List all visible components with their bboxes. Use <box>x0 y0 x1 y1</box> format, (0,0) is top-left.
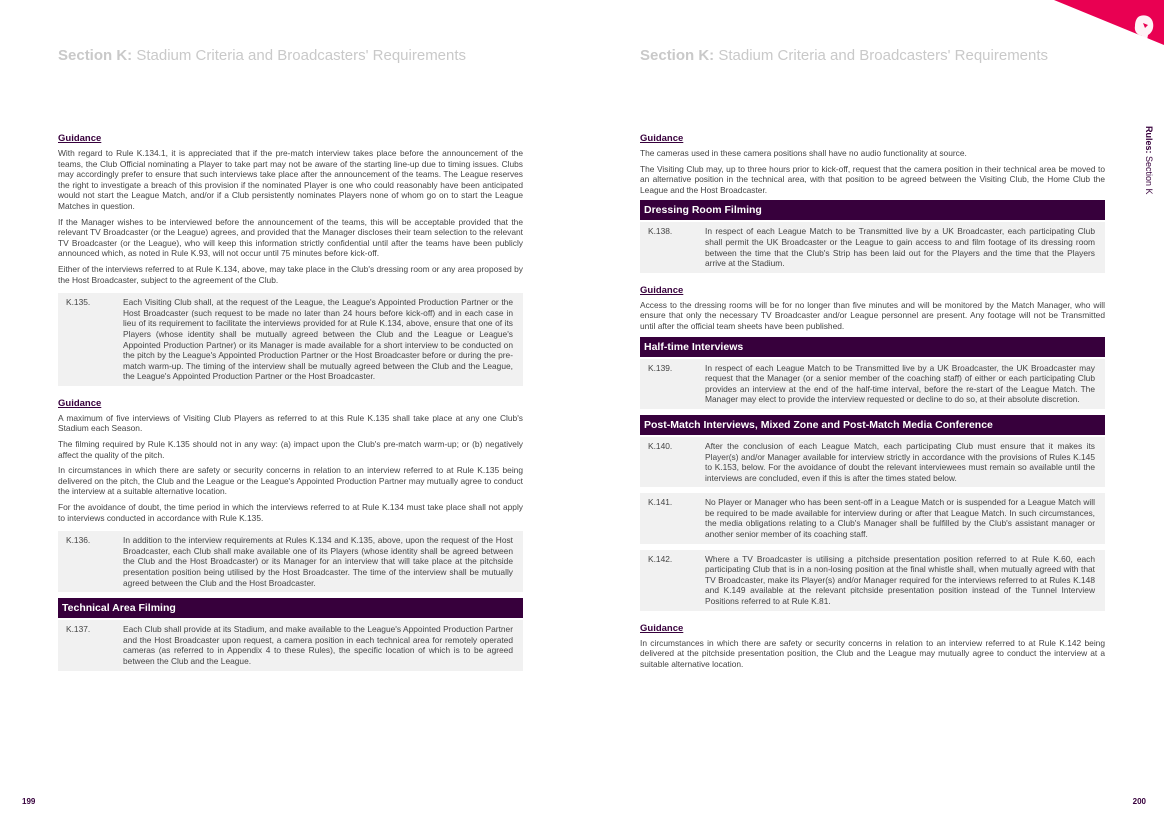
rule-k137 <box>58 620 523 670</box>
paragraph: In circumstances in which there are safety or security concerns in relation to an interview referred to at Rule K.142 being delivered at the pitchside presentation position, the Club and the League may mutually agree to conduct the interview at a suitable alternative location. <box>640 637 1105 669</box>
rule-text: In respect of each League Match to be Transmitted live by a UK Broadcaster, each participating Club shall permit the UK Broadcaster or the League to gain access to and film footage of its dressing room between the time that the Club's Strip has been laid out for the Players and the time that the Players arrive at the Stadium. <box>705 226 1095 269</box>
section-bar-post-match: Post-Match Interviews, Mixed Zone and Post-Match Media Conference <box>640 415 1105 435</box>
section-bar-dressing-room: Dressing Room Filming <box>640 200 1105 220</box>
paragraph: The cameras used in these camera positions shall have no audio functionality at source. <box>640 148 967 158</box>
paragraph: Either of the interviews referred to at Rule K.134, above, may take place in the Club's dressing room or any area proposed by the Host Broadcaster, subject to the agreement of the Club. <box>58 263 523 285</box>
rule-number: K.142. <box>648 553 673 564</box>
paragraph: With regard to Rule K.134.1, it is appreciated that if the pre-match interview takes place before the announcement of the teams, the Club Official nominating a Player to take part may not be aware of the starting line-up due to timing issues. Clubs may accordingly prefer to ensure that such interviews take place after the announcement of the teams. The League reserves the right to investigate a breach of this provision if the nominated Player is one who could reasonably have been anticipated would not start the League Match, and/or if a Club persistently nominates Players none of whom go on to start the League Matches in question. <box>58 148 523 211</box>
rule-k135 <box>58 293 523 386</box>
left-column <box>58 133 523 677</box>
rule-number: K.139. <box>648 362 673 373</box>
paragraph: The Visiting Club may, up to three hours prior to kick-off, request that the camera position in their technical area be moved to an alternative position in the technical area, with that position to be agreed between the Visiting Club, the Home Club the League and the Host Broadcaster. <box>640 163 1105 195</box>
section-bar-technical-area: Technical Area Filming <box>58 598 523 618</box>
right-column <box>640 133 1105 674</box>
rule-text: In respect of each League Match to be Transmitted live by a UK Broadcaster, the UK Broadcaster may request that the Manager (or a senior member of the coaching staff) of either or each participating Club provides an interview at the end of the half-time interval, before the re-start of the League Match. The Manager may elect to provide the interview requested or decline to do so, at their absolute discretion. <box>705 362 1095 405</box>
rule-text: Each Visiting Club shall, at the request of the League, the League's Appointed Production Partner or the Host Broadcaster (such request to be made no later than 24 hours before kick-off) and in each case in lieu of its requirement to facilitate the interviews provided for at Rule K.134, above, ensure that one of its Players (whose identity shall be mutually agreed between the Club and the League or League's Appointed Production Partner) or its Manager is made available for a short interview to be conducted on the pitch by the League's Appointed Production Partner or the Host Broadcaster before or during the pre-match warm-up. The timing of the interview shall be mutually agreed between the Club and the League, the League's Appointed Production Partner or the Host Broadcaster. <box>123 297 513 382</box>
rule-k141 <box>640 493 1105 543</box>
paragraph: If the Manager wishes to be interviewed before the announcement of the teams, this will be acceptable provided that the relevant TV Broadcaster (or the League) agrees, and provided that the Manager discloses their team selection to the relevant TV Broadcaster (or the League), who will keep this information strictly confidential until after the teams have been publicly announced which, as noted in Rule K.93, will not occur until 75 minutes before kick-off. <box>58 216 523 259</box>
guidance-heading: Guidance <box>640 622 684 634</box>
side-tab[interactable]: Rules: Section K <box>1144 126 1154 195</box>
paragraph: The filming required by Rule K.135 should not in any way: (a) impact upon the Club's pre-match warm-up; or (b) negatively affect the quality of the pitch. <box>58 439 523 460</box>
page-number: 200 <box>1132 797 1146 806</box>
right-page <box>582 0 1164 826</box>
guidance-heading: Guidance <box>640 284 684 296</box>
rule-number: K.137. <box>66 624 91 635</box>
rule-text: No Player or Manager who has been sent-off in a League Match or is suspended for a League Match will be required to be made available for interview during or after that League Match. In such circumstances, the media obligations relating to a Club's Manager shall be fulfilled by the Club's assistant manager or another senior member of its coaching staff. <box>705 497 1095 540</box>
paragraph: A maximum of five interviews of Visiting Club Players as referred to at this Rule K.135 shall take place at any one Club's Stadium each Season. <box>58 412 523 434</box>
rule-number: K.141. <box>648 497 673 508</box>
rule-number: K.135. <box>66 297 91 308</box>
page-number: 199 <box>22 797 36 806</box>
guidance-heading: Guidance <box>640 133 684 144</box>
rule-number: K.136. <box>66 535 91 546</box>
section-bar-half-time: Half-time Interviews <box>640 337 1105 357</box>
section-title: Section K: Stadium Criteria and Broadcasters' Requirements <box>640 47 1049 64</box>
paragraph: Access to the dressing rooms will be for no longer than five minutes and will be monitored by the Match Manager, who will ensure that only the necessary TV Broadcaster and/or League personnel are present. Any footage will not be Transmitted until after the official team sheets have been published. <box>640 299 1105 331</box>
guidance-heading: Guidance <box>58 133 102 144</box>
rule-k136 <box>58 531 523 592</box>
paragraph: In circumstances in which there are safety or security concerns in relation to an interview referred to at Rule K.135 being delivered on the pitch, the Club and the League or the League's Appointed Production Partner may mutually agree to conduct the interview at a suitable alternative location. <box>58 465 523 497</box>
rule-k138 <box>640 222 1105 272</box>
rule-k140 <box>640 437 1105 487</box>
rule-text: In addition to the interview requirements at Rules K.134 and K.135, above, upon the request of the Host Broadcaster, each Club shall make available one of its Players (whose identity shall be agreed between the Club and the Host Broadcaster) or its Manager for an interview that will take place at the pitchside presentation position being utilised by the Host Broadcaster. The time of the interview shall be mutually agreed between the Club and the Host Broadcaster. <box>123 535 513 588</box>
rule-text: Each Club shall provide at its Stadium, and make available to the League's Appointed Production Partner and the Host Broadcaster upon request, a camera position in each technical area for remotely operated cameras (as referred to in Appendix 4 to these Rules), the specific location of which is to be agreed between the Club and the League. <box>123 624 513 666</box>
paragraph: For the avoidance of doubt, the time period in which the interviews referred to at Rule K.134 must take place shall not apply to interviews conducted in accordance with Rule K.135. <box>58 502 523 523</box>
section-title: Section K: Stadium Criteria and Broadcasters' Requirements <box>58 47 467 64</box>
rule-k139 <box>640 359 1105 409</box>
rule-text: After the conclusion of each League Match, each participating Club must ensure that it makes its Player(s) and/or Manager available for interview strictly in accordance with the provisions of Rules K.145 to K.153, below. For the avoidance of doubt the relevant interviewees must remain so available until the interviews are concluded, even if this is after the times stated below. <box>705 440 1095 483</box>
guidance-heading: Guidance <box>58 397 102 409</box>
rule-number: K.140. <box>648 440 673 451</box>
rule-text: Where a TV Broadcaster is utilising a pitchside presentation position referred to at Rule K.60, each participating Club that is in a non-losing position at the final whistle shall, when mutually agreed with that TV Broadcaster, make its Player(s) and/or Manager required for the interviews referred to at Rules K.148 and K.149 available at the relevant pitchside presentation position instead of the Tunnel Interview Positions referred to at Rule K.81. <box>705 553 1095 607</box>
rule-number: K.138. <box>648 226 673 237</box>
rule-k142 <box>640 550 1105 611</box>
